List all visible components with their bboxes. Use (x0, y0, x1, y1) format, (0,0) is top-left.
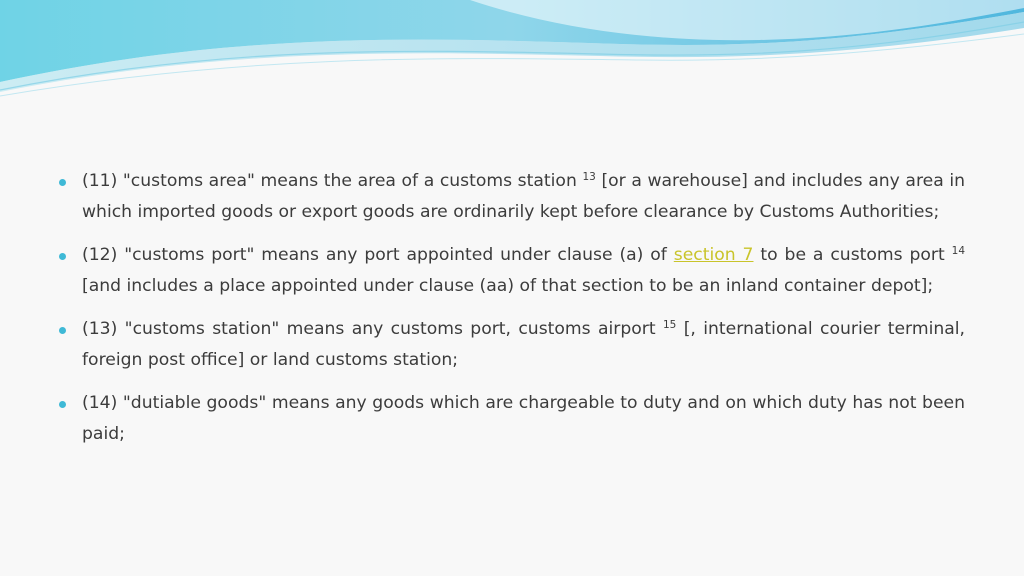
list-item (58, 166, 965, 227)
footnote-marker[interactable]: 15 (662, 319, 677, 331)
header-wave-decoration (0, 0, 1024, 110)
item-number: (13) (82, 319, 118, 339)
list-item (58, 314, 965, 375)
footnote-marker[interactable]: 13 (582, 171, 596, 183)
item-text: [, international courier terminal, foreign post office] or land customs station; (82, 319, 966, 370)
item-text: "customs area" means the area of a customs station (122, 171, 577, 191)
item-text: to be a customs port (760, 245, 945, 265)
item-text: "customs port" means any port appointed under clause (a) of (124, 245, 667, 265)
bullet-icon (59, 179, 66, 186)
section-7-link[interactable]: section 7 (673, 245, 754, 265)
definitions-list (58, 166, 965, 462)
bullet-icon (59, 253, 66, 260)
item-number: (11) (82, 171, 118, 191)
bullet-icon (59, 327, 66, 334)
list-item (58, 240, 965, 301)
item-text: [or a warehouse] and includes any area in which imported goods or export goods are ordinarily kept before clearance by Customs Authorities; (82, 171, 966, 222)
item-number: (12) (82, 245, 118, 265)
item-text: [and includes a place appointed under clause (aa) of that section to be an inland container depot]; (82, 275, 934, 296)
item-text: "customs station" means any customs port, customs airport (124, 319, 656, 339)
list-item (58, 388, 965, 449)
bullet-icon (59, 401, 66, 408)
item-number: (14) (82, 393, 118, 413)
footnote-marker[interactable]: 14 (951, 245, 966, 257)
item-text: "dutiable goods" means any goods which are chargeable to duty and on which duty has not been paid; (82, 393, 966, 444)
